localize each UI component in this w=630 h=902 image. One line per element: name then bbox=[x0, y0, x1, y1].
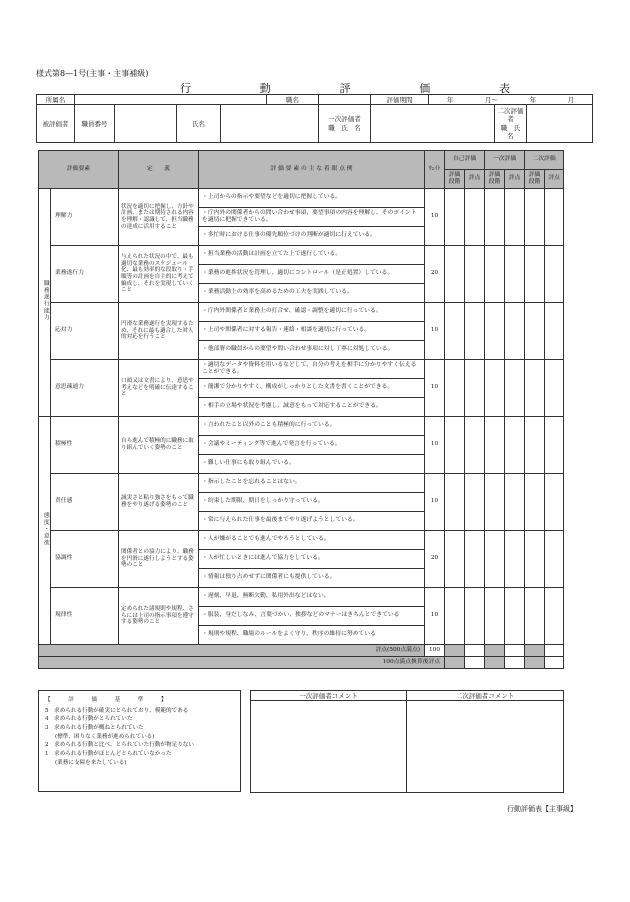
second-stage-field[interactable] bbox=[525, 531, 545, 588]
second-stage-field[interactable] bbox=[525, 303, 545, 360]
first-evaluator-label: 一次評価者 職 氏 名 bbox=[319, 105, 371, 143]
first-stage-field[interactable] bbox=[485, 303, 505, 360]
first-eval-header: 一次評価 bbox=[485, 151, 525, 170]
header-table bbox=[36, 94, 593, 143]
observation-point: ・上司からの指示や要望などを適切に把握している。 bbox=[199, 189, 425, 208]
group-label: 職務遂行能力 bbox=[42, 280, 49, 322]
second-stage-field[interactable] bbox=[525, 360, 545, 417]
observation-point: ・難しい仕事にも取り組んでいる。 bbox=[199, 455, 425, 474]
total-first-stage-field[interactable] bbox=[485, 645, 505, 657]
criteria-heading: 【 評 価 基 準 】 bbox=[45, 697, 173, 703]
first-evaluator-field[interactable] bbox=[371, 105, 495, 143]
observation-point: ・上司や関係者に対する報告・連絡・相談を適切に行っている。 bbox=[199, 322, 425, 341]
evaluatee-label: 被評価者 bbox=[37, 105, 75, 143]
item-weight: 10 bbox=[425, 360, 445, 417]
first-score-field[interactable] bbox=[505, 189, 525, 246]
group-label: 態度・意欲 bbox=[42, 511, 49, 546]
second-score-field[interactable] bbox=[545, 474, 564, 531]
observation-point: ・多忙時における仕事の優先順位づけの判断が適切に行えている。 bbox=[199, 227, 425, 246]
observation-point: ・適切なデータや資料を用いるなどして、自分の考えを相手に分かりやすく伝えることができる。 bbox=[199, 360, 425, 379]
self-score-field[interactable] bbox=[465, 417, 485, 474]
second-stage-field[interactable] bbox=[525, 246, 545, 303]
staff-no-field[interactable] bbox=[115, 105, 177, 143]
observation-point: ・庁内外の関係者からの問い合わせ事項、要望事項の内容を理解し、そのポイントを適切に把握できている。 bbox=[199, 208, 425, 227]
first-score-field[interactable] bbox=[505, 588, 525, 645]
first-score-field[interactable] bbox=[505, 303, 525, 360]
first-comment-field[interactable] bbox=[251, 701, 407, 793]
item-name: 責任感 bbox=[51, 474, 119, 531]
item-definition: 定められた諸規則や規程、さらには上司の指示事項を遵守する姿勢のこと bbox=[119, 588, 199, 645]
observation-point: ・情報は独り占めせずに関係者にも提供している。 bbox=[199, 569, 425, 588]
first-score-field[interactable] bbox=[505, 360, 525, 417]
converted-label: 100点満点換算後評点 bbox=[39, 657, 445, 669]
second-score-header: 評点 bbox=[545, 170, 564, 189]
self-score-field[interactable] bbox=[465, 246, 485, 303]
footer-label: 行動評価表【主事級】 bbox=[507, 805, 577, 813]
second-score-field[interactable] bbox=[545, 360, 564, 417]
first-score-field[interactable] bbox=[505, 531, 525, 588]
second-stage-field[interactable] bbox=[525, 588, 545, 645]
rank-label: 職名 bbox=[267, 95, 319, 105]
self-stage-field[interactable] bbox=[445, 246, 465, 303]
total-self-stage-field[interactable] bbox=[445, 645, 465, 657]
observation-point: ・業務活動上の効率を高めるための工夫を実践している。 bbox=[199, 284, 425, 303]
total-weight: 100 bbox=[425, 645, 445, 657]
first-score-field[interactable] bbox=[505, 246, 525, 303]
converted-second-score-field[interactable] bbox=[545, 657, 564, 669]
total-label: 評点(500点満点) bbox=[39, 645, 425, 657]
observation-point: ・相手の立場や状況を考慮し、誠意をもって対応することができる。 bbox=[199, 398, 425, 417]
first-score-header: 評点 bbox=[505, 170, 525, 189]
item-weight: 10 bbox=[425, 417, 445, 474]
observation-point: ・言われたこと以外のことも積極的に行っている。 bbox=[199, 417, 425, 436]
converted-self-score-field[interactable] bbox=[465, 657, 485, 669]
self-score-field[interactable] bbox=[465, 474, 485, 531]
observation-point: ・他部署の職員からの要望や問い合わせ事項に対し丁寧に対処している。 bbox=[199, 341, 425, 360]
second-evaluator-field[interactable] bbox=[527, 105, 593, 143]
criteria-line: 1 求められる行動がほとんどとられていなかった bbox=[45, 750, 172, 757]
second-evaluator-label: 二次評価者 職 氏 名 bbox=[495, 105, 527, 143]
self-stage-field[interactable] bbox=[445, 360, 465, 417]
dept-field[interactable] bbox=[75, 95, 267, 105]
self-score-field[interactable] bbox=[465, 303, 485, 360]
self-stage-field[interactable] bbox=[445, 474, 465, 531]
title-char: 価 bbox=[419, 82, 431, 95]
second-stage-header: 評価段階 bbox=[525, 170, 545, 189]
group-label-cell bbox=[39, 417, 51, 645]
observation-point: ・会議やミーティング等で進んで発言を行っている。 bbox=[199, 436, 425, 455]
item-weight: 10 bbox=[425, 474, 445, 531]
total-second-score-field[interactable] bbox=[545, 645, 564, 657]
observation-point: ・業務の進捗状況を管理し、適切にコントロール（是正処置）している。 bbox=[199, 265, 425, 284]
item-definition: 自ら進んで積極的に職務に取り組んでいく姿勢のこと bbox=[119, 417, 199, 474]
observation-point: ・約束した期限、期日をしっかり守っている。 bbox=[199, 493, 425, 512]
item-name: 意思疎通力 bbox=[51, 360, 119, 417]
item-definition: 状況を適切に把握し、方針や計画、または期待される内容を理解・認識して、担当職務の達成に活用すること bbox=[119, 189, 199, 246]
evaluation-criteria-box bbox=[38, 690, 241, 792]
item-name: 応対力 bbox=[51, 303, 119, 360]
self-score-field[interactable] bbox=[465, 360, 485, 417]
observation-point: ・遅刻、早退、無断欠勤、私用外出などはない。 bbox=[199, 588, 425, 607]
first-stage-field[interactable] bbox=[485, 474, 505, 531]
total-second-stage-field[interactable] bbox=[525, 645, 545, 657]
first-stage-field[interactable] bbox=[485, 417, 505, 474]
comments-table bbox=[250, 690, 564, 793]
second-score-field[interactable] bbox=[545, 588, 564, 645]
item-definition: 口頭又は文書により、意思や考えなどを明確に伝達すること bbox=[119, 360, 199, 417]
second-score-field[interactable] bbox=[545, 531, 564, 588]
item-weight: 10 bbox=[425, 189, 445, 246]
item-definition: 誠実さと粘り強さをもって職務をやり遂げる姿勢のこと bbox=[119, 474, 199, 531]
first-stage-field[interactable] bbox=[485, 360, 505, 417]
item-name: 業務遂行力 bbox=[51, 246, 119, 303]
self-eval-header: 自己評価 bbox=[445, 151, 485, 170]
second-stage-field[interactable] bbox=[525, 474, 545, 531]
observation-point: ・常に与えられた仕事を最後までやり遂げようとしている。 bbox=[199, 512, 425, 531]
first-stage-field[interactable] bbox=[485, 588, 505, 645]
self-stage-header: 評価段階 bbox=[445, 170, 465, 189]
second-score-field[interactable] bbox=[545, 189, 564, 246]
second-stage-field[interactable] bbox=[525, 189, 545, 246]
table-row bbox=[39, 531, 564, 550]
observation-point: ・簡潔で分かりやすく、構成がしっかりとした文書を書くことができる。 bbox=[199, 379, 425, 398]
first-stage-field[interactable] bbox=[485, 189, 505, 246]
first-score-field[interactable] bbox=[505, 474, 525, 531]
converted-first-score-field[interactable] bbox=[505, 657, 525, 669]
second-stage-field[interactable] bbox=[525, 417, 545, 474]
observation-point: ・人が嫌がることでも進んでやろうとしている。 bbox=[199, 531, 425, 550]
converted-second-stage-field[interactable] bbox=[525, 657, 545, 669]
self-score-field[interactable] bbox=[465, 531, 485, 588]
name-field[interactable] bbox=[221, 105, 319, 143]
period-year2: 年 bbox=[529, 96, 537, 104]
item-weight: 10 bbox=[425, 303, 445, 360]
total-first-score-field[interactable] bbox=[505, 645, 525, 657]
criteria-line: 3 求められる行動が概ねとられていた bbox=[45, 724, 144, 731]
table-row bbox=[39, 303, 564, 322]
table-row bbox=[39, 189, 564, 208]
form-number: 様式第8—1号(主事・主事補級) bbox=[36, 69, 149, 78]
observation-point: ・庁内外関係者と業務上の打合せ、確認・調整を適切に行っている。 bbox=[199, 303, 425, 322]
second-score-field[interactable] bbox=[545, 246, 564, 303]
observation-point: ・人が忙しいときには進んで協力をしている。 bbox=[199, 550, 425, 569]
first-stage-field[interactable] bbox=[485, 531, 505, 588]
self-score-header: 評点 bbox=[465, 170, 485, 189]
dept-label: 所属名 bbox=[37, 95, 75, 105]
second-comment-field[interactable] bbox=[407, 701, 564, 793]
criteria-line: 4 求められる行動がとられていた bbox=[45, 716, 133, 723]
name-label: 氏名 bbox=[177, 105, 221, 143]
table-row bbox=[39, 588, 564, 607]
period-label: 評価期間 bbox=[371, 95, 429, 105]
second-score-field[interactable] bbox=[545, 303, 564, 360]
item-name: 規律性 bbox=[51, 588, 119, 645]
item-definition: 与えられた状況の中で、最も適切な業務のスケジュール化、最も効率的な段取り・手順等の計画を自主的に考えて編成し、それを実現していくこと bbox=[119, 246, 199, 303]
self-stage-field[interactable] bbox=[445, 531, 465, 588]
converted-row bbox=[39, 657, 564, 669]
observation-point: ・規則や規程、職場のルールをよく守り、秩序の維持に努めている bbox=[199, 626, 425, 645]
observation-point: ・担当業務の活動は計画を立てた上で遂行している。 bbox=[199, 246, 425, 265]
criteria-line: (業務に支障を来たしている) bbox=[55, 759, 127, 766]
second-eval-header: 二次評価 bbox=[525, 151, 564, 170]
converted-self-stage-field[interactable] bbox=[445, 657, 465, 669]
second-score-field[interactable] bbox=[545, 417, 564, 474]
converted-first-stage-field[interactable] bbox=[485, 657, 505, 669]
item-definition: 円滑な業務遂行を実現するため、それに最も適合した対人的対応を行うこと bbox=[119, 303, 199, 360]
item-weight: 20 bbox=[425, 531, 445, 588]
first-stage-field[interactable] bbox=[485, 246, 505, 303]
staff-no-label: 職員番号 bbox=[75, 105, 115, 143]
table-row bbox=[39, 246, 564, 265]
self-stage-field[interactable] bbox=[445, 588, 465, 645]
self-stage-field[interactable] bbox=[445, 303, 465, 360]
total-row bbox=[39, 645, 564, 657]
title-char: 行 bbox=[180, 82, 191, 95]
col-weight-header: ｳｪｲﾄ bbox=[425, 151, 445, 189]
item-weight: 10 bbox=[425, 588, 445, 645]
criteria-line: (標準、困りなく業務が進められている) bbox=[55, 733, 155, 740]
self-score-field[interactable] bbox=[465, 189, 485, 246]
first-comment-header: 一次評価者コメント bbox=[251, 691, 407, 701]
period-month1: 月〜 bbox=[484, 96, 498, 104]
criteria-line: 5 求められる行動が確実にとられており、模範的である bbox=[45, 707, 189, 714]
title-char: 評 bbox=[339, 82, 351, 95]
total-self-score-field[interactable] bbox=[465, 645, 485, 657]
second-comment-header: 二次評価者コメント bbox=[407, 691, 564, 701]
first-stage-header: 評価段階 bbox=[485, 170, 505, 189]
rank-field[interactable] bbox=[319, 95, 371, 105]
self-score-field[interactable] bbox=[465, 588, 485, 645]
col-points-header: 評 価 要 素 の 主 な 着 眼 点 例 bbox=[199, 151, 425, 189]
item-name: 協調性 bbox=[51, 531, 119, 588]
table-row bbox=[39, 360, 564, 379]
observation-point: ・指示したことを忘れることはない。 bbox=[199, 474, 425, 493]
table-row bbox=[39, 417, 564, 436]
title-char: 動 bbox=[259, 82, 271, 95]
table-row bbox=[39, 474, 564, 493]
criteria-line: 2 求められる行動と比べ、とられていた行動が物足りない bbox=[45, 742, 194, 749]
col-def-header: 定 義 bbox=[119, 151, 199, 189]
item-definition: 関係者との協力により、職務を円滑に遂行しようとする姿勢のこと bbox=[119, 531, 199, 588]
item-weight: 20 bbox=[425, 246, 445, 303]
first-score-field[interactable] bbox=[505, 417, 525, 474]
col-item-header: 評価要素 bbox=[39, 151, 119, 189]
period-year1: 年 bbox=[446, 96, 454, 104]
item-name: 積極性 bbox=[51, 417, 119, 474]
self-stage-field[interactable] bbox=[445, 417, 465, 474]
period-field[interactable] bbox=[429, 95, 593, 105]
period-month2: 月 bbox=[567, 96, 575, 104]
title-char: 表 bbox=[499, 82, 510, 95]
group-label-cell bbox=[39, 189, 51, 417]
evaluation-table bbox=[38, 150, 564, 669]
self-stage-field[interactable] bbox=[445, 189, 465, 246]
observation-point: ・服装、身だしなみ、言葉づかい、挨拶などのマナーはきちんとできている bbox=[199, 607, 425, 626]
item-name: 理解力 bbox=[51, 189, 119, 246]
